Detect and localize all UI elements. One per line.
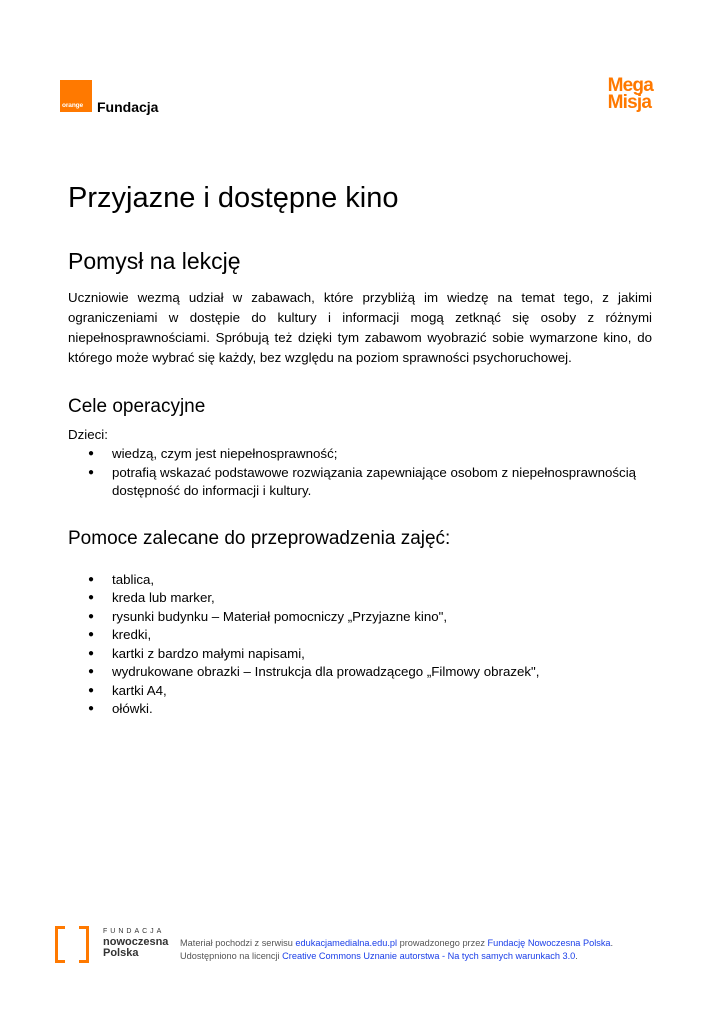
orange-logo-text: orange [62, 102, 84, 109]
mega-logo-line1: Mega [607, 75, 653, 96]
list-item: ● kartki z bardzo małymi napisami, [88, 645, 652, 664]
footer-text: . [610, 938, 614, 948]
document-title: Przyjazne i dostępne kino [68, 182, 399, 214]
mega-misja-logo [608, 77, 653, 111]
list-item: ● wiedzą, czym jest niepełnosprawność; [88, 445, 652, 464]
section-heading-materials: Pomoce zalecane do przeprowadzenia zajęć: [68, 527, 451, 549]
list-item: ● ołówki. [88, 700, 652, 719]
license-link[interactable]: Creative Commons Uznanie autorstwa - Na tych samych warunkach 3.0 [282, 951, 576, 961]
lesson-idea-paragraph: Uczniowie wezmą udział w zabawach, które przybliżą im wiedzę na temat tego, z jakimi ograniczeniami w dostępie do kultury i informacji mogą zetknąć się osoby z różnymi niepełnosprawnościami. Spróbują też dzięki tym zabawom wyobrazić sobie wymarzone kino, do którego może wybrać się każdy, bez względu na poziom sprawności psychoruchowej. [68, 290, 652, 365]
fnp-logo-text [103, 926, 168, 963]
list-item: ● rysunki budynku – Materiał pomocniczy „Przyjazne kino", [88, 608, 652, 627]
orange-fundacja-logo [60, 80, 159, 115]
bracket-icon [55, 926, 89, 963]
fundacja-nowoczesna-polska-logo [55, 926, 168, 963]
orange-logo-square [60, 80, 92, 112]
list-item: ● kreda lub marker, [88, 589, 652, 608]
footer-text: prowadzonego przez [397, 938, 488, 948]
fnp-logo-line2: nowoczesna [103, 936, 169, 948]
footer-text: Materiał pochodzi z serwisu [180, 938, 296, 948]
list-item: ● potrafią wskazać podstawowe rozwiązania zapewniające osobom z niepełnosprawnością dostępność do informacji i kultury. [88, 464, 652, 501]
fnp-logo-line3: Polska [103, 947, 139, 959]
footer-text: Udostępniono na licencji [180, 951, 283, 961]
footer-note-line1 [180, 937, 613, 950]
footer-note-line2 [180, 950, 613, 963]
list-item: ● wydrukowane obrazki – Instrukcja dla prowadzącego „Filmowy obrazek", [88, 663, 652, 682]
mega-logo-line2: Misja [607, 92, 652, 113]
fundacja-link[interactable]: Fundację Nowoczesna Polska [487, 938, 611, 948]
objectives-list [88, 445, 652, 501]
list-item: ● kartki A4, [88, 682, 652, 701]
fnp-logo-line1: FUNDACJA [103, 928, 165, 935]
materials-list [88, 571, 652, 719]
document-content [68, 180, 652, 719]
edukacjamedialna-link[interactable]: edukacjamedialna.edu.pl [295, 938, 398, 948]
footer-note [180, 937, 613, 963]
section-heading-lesson-idea: Pomysł na lekcję [68, 248, 241, 274]
list-item: ● tablica, [88, 571, 652, 590]
section-heading-objectives: Cele operacyjne [68, 396, 206, 417]
objectives-lead: Dzieci: [68, 427, 108, 442]
footer-text: . [575, 951, 578, 961]
list-item: ● kredki, [88, 626, 652, 645]
orange-fundacja-label: Fundacja [97, 99, 159, 115]
